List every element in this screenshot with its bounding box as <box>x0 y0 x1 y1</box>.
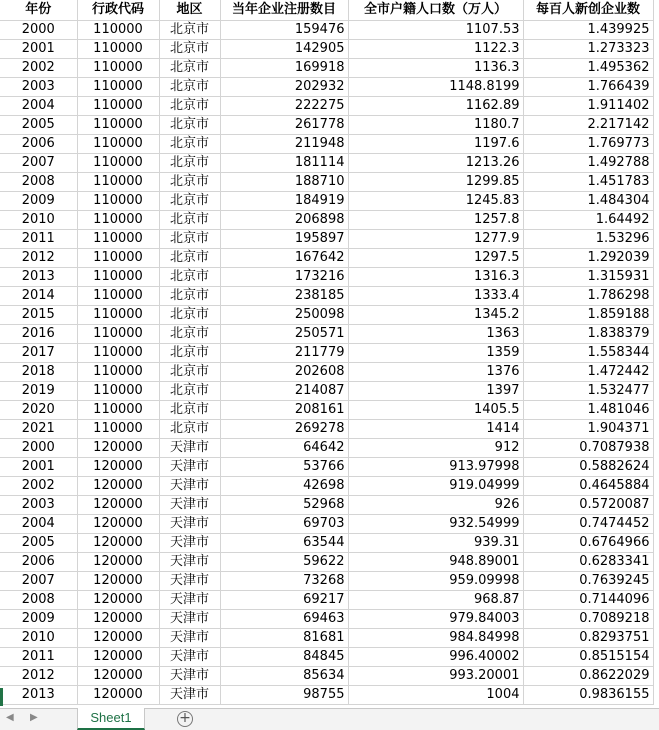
cell-region[interactable]: 北京市 <box>159 154 220 173</box>
cell-registrations[interactable]: 211948 <box>220 135 348 154</box>
cell-year[interactable]: 2000 <box>0 439 77 458</box>
cell-registrations[interactable]: 202932 <box>220 78 348 97</box>
cell-new-firms-per-100[interactable]: 1.292039 <box>523 249 653 268</box>
cell-new-firms-per-100[interactable]: 0.7144096 <box>523 591 653 610</box>
cell-new-firms-per-100[interactable]: 1.64492 <box>523 211 653 230</box>
cell-region[interactable]: 北京市 <box>159 401 220 420</box>
header-population[interactable]: 全市户籍人口数（万人） <box>348 0 523 21</box>
cell-population[interactable]: 1213.26 <box>348 154 523 173</box>
cell-year[interactable]: 2002 <box>0 59 77 78</box>
cell-admin-code[interactable]: 110000 <box>77 173 159 192</box>
cell-registrations[interactable]: 214087 <box>220 382 348 401</box>
header-admin-code[interactable]: 行政代码 <box>77 0 159 21</box>
cell-new-firms-per-100[interactable]: 0.7087938 <box>523 439 653 458</box>
table-row <box>0 686 653 705</box>
cell-region[interactable]: 天津市 <box>159 610 220 629</box>
cell-admin-code[interactable]: 110000 <box>77 211 159 230</box>
cell-year[interactable]: 2004 <box>0 97 77 116</box>
cell-registrations[interactable]: 195897 <box>220 230 348 249</box>
cell-population[interactable]: 1405.5 <box>348 401 523 420</box>
cell-admin-code[interactable]: 110000 <box>77 97 159 116</box>
cell-region[interactable]: 北京市 <box>159 287 220 306</box>
cell-admin-code[interactable]: 110000 <box>77 40 159 59</box>
cell-admin-code[interactable]: 120000 <box>77 534 159 553</box>
cell-population[interactable]: 993.20001 <box>348 667 523 686</box>
cell-year[interactable]: 2018 <box>0 363 77 382</box>
cell-population[interactable]: 1162.89 <box>348 97 523 116</box>
cell-region[interactable]: 天津市 <box>159 477 220 496</box>
table-row <box>0 344 653 363</box>
cell-admin-code[interactable]: 120000 <box>77 629 159 648</box>
cell-year[interactable]: 2011 <box>0 648 77 667</box>
cell-year[interactable]: 2001 <box>0 40 77 59</box>
cell-year[interactable]: 2013 <box>0 268 77 287</box>
cell-registrations[interactable]: 206898 <box>220 211 348 230</box>
cell-registrations[interactable]: 81681 <box>220 629 348 648</box>
cell-new-firms-per-100[interactable]: 1.786298 <box>523 287 653 306</box>
table-row <box>0 211 653 230</box>
cell-registrations[interactable]: 222275 <box>220 97 348 116</box>
cell-admin-code[interactable]: 120000 <box>77 572 159 591</box>
cell-population[interactable]: 1257.8 <box>348 211 523 230</box>
cell-region[interactable]: 北京市 <box>159 78 220 97</box>
cell-year[interactable]: 2014 <box>0 287 77 306</box>
cell-admin-code[interactable]: 120000 <box>77 496 159 515</box>
table-row <box>0 173 653 192</box>
table-row <box>0 458 653 477</box>
cell-admin-code[interactable]: 110000 <box>77 59 159 78</box>
cell-new-firms-per-100[interactable]: 0.8515154 <box>523 648 653 667</box>
table-row <box>0 230 653 249</box>
cell-new-firms-per-100[interactable]: 1.451783 <box>523 173 653 192</box>
cell-region[interactable]: 天津市 <box>159 553 220 572</box>
cell-admin-code[interactable]: 110000 <box>77 154 159 173</box>
table-row <box>0 135 653 154</box>
cell-registrations[interactable]: 202608 <box>220 363 348 382</box>
table-row <box>0 306 653 325</box>
cell-admin-code[interactable]: 110000 <box>77 268 159 287</box>
cell-admin-code[interactable]: 120000 <box>77 610 159 629</box>
cell-admin-code[interactable]: 110000 <box>77 344 159 363</box>
cell-new-firms-per-100[interactable]: 1.315931 <box>523 268 653 287</box>
cell-population[interactable]: 1297.5 <box>348 249 523 268</box>
cell-population[interactable]: 984.84998 <box>348 629 523 648</box>
cell-registrations[interactable]: 59622 <box>220 553 348 572</box>
cell-registrations[interactable]: 238185 <box>220 287 348 306</box>
scroll-right-icon[interactable]: ▶ <box>30 712 38 723</box>
cell-population[interactable]: 1397 <box>348 382 523 401</box>
table-row <box>0 477 653 496</box>
cell-admin-code[interactable]: 120000 <box>77 515 159 534</box>
cell-year[interactable]: 2006 <box>0 553 77 572</box>
table-row <box>0 78 653 97</box>
cell-admin-code[interactable]: 120000 <box>77 667 159 686</box>
table-row <box>0 249 653 268</box>
table-row <box>0 154 653 173</box>
table-row <box>0 287 653 306</box>
cell-registrations[interactable]: 211779 <box>220 344 348 363</box>
table-row <box>0 268 653 287</box>
cell-population[interactable]: 1359 <box>348 344 523 363</box>
cell-population[interactable]: 979.84003 <box>348 610 523 629</box>
cell-region[interactable]: 北京市 <box>159 97 220 116</box>
table-row <box>0 116 653 135</box>
cell-admin-code[interactable]: 120000 <box>77 439 159 458</box>
cell-admin-code[interactable]: 110000 <box>77 382 159 401</box>
cell-year[interactable]: 2001 <box>0 458 77 477</box>
cell-new-firms-per-100[interactable]: 0.8293751 <box>523 629 653 648</box>
cell-admin-code[interactable]: 110000 <box>77 230 159 249</box>
cell-population[interactable]: 1197.6 <box>348 135 523 154</box>
cell-registrations[interactable]: 169918 <box>220 59 348 78</box>
cell-year[interactable]: 2013 <box>0 686 77 705</box>
cell-population[interactable]: 1414 <box>348 420 523 439</box>
cell-admin-code[interactable]: 110000 <box>77 192 159 211</box>
cell-region[interactable]: 北京市 <box>159 211 220 230</box>
cell-registrations[interactable]: 52968 <box>220 496 348 515</box>
sheet-tab[interactable]: Sheet1 <box>77 708 145 730</box>
cell-new-firms-per-100[interactable]: 1.769773 <box>523 135 653 154</box>
table-row <box>0 192 653 211</box>
cell-region[interactable]: 北京市 <box>159 268 220 287</box>
table-row <box>0 629 653 648</box>
scroll-left-icon[interactable]: ◀ <box>6 712 14 723</box>
cell-admin-code[interactable]: 110000 <box>77 21 159 40</box>
cell-admin-code[interactable]: 110000 <box>77 116 159 135</box>
cell-new-firms-per-100[interactable]: 0.7474452 <box>523 515 653 534</box>
table-row <box>0 534 653 553</box>
cell-admin-code[interactable]: 120000 <box>77 686 159 705</box>
cell-admin-code[interactable]: 110000 <box>77 249 159 268</box>
cell-region[interactable]: 北京市 <box>159 306 220 325</box>
cell-year[interactable]: 2012 <box>0 667 77 686</box>
cell-year[interactable]: 2000 <box>0 21 77 40</box>
cell-population[interactable]: 919.04999 <box>348 477 523 496</box>
cell-registrations[interactable]: 261778 <box>220 116 348 135</box>
cell-region[interactable]: 北京市 <box>159 40 220 59</box>
cell-new-firms-per-100[interactable]: 1.558344 <box>523 344 653 363</box>
table-row <box>0 515 653 534</box>
cell-region[interactable]: 北京市 <box>159 382 220 401</box>
cell-population[interactable]: 996.40002 <box>348 648 523 667</box>
cell-new-firms-per-100[interactable]: 0.5882624 <box>523 458 653 477</box>
cell-registrations[interactable]: 84845 <box>220 648 348 667</box>
table-row <box>0 97 653 116</box>
cell-new-firms-per-100[interactable]: 1.532477 <box>523 382 653 401</box>
cell-region[interactable]: 北京市 <box>159 363 220 382</box>
table-row <box>0 325 653 344</box>
cell-registrations[interactable]: 167642 <box>220 249 348 268</box>
cell-region[interactable]: 北京市 <box>159 192 220 211</box>
header-region[interactable]: 地区 <box>159 0 220 21</box>
cell-population[interactable]: 959.09998 <box>348 572 523 591</box>
cell-admin-code[interactable]: 110000 <box>77 401 159 420</box>
cell-population[interactable]: 932.54999 <box>348 515 523 534</box>
cell-population[interactable]: 1299.85 <box>348 173 523 192</box>
cell-admin-code[interactable]: 110000 <box>77 78 159 97</box>
cell-year[interactable]: 2003 <box>0 78 77 97</box>
table-row <box>0 401 653 420</box>
header-year[interactable]: 年份 <box>0 0 77 21</box>
cell-admin-code[interactable]: 120000 <box>77 477 159 496</box>
cell-year[interactable]: 2010 <box>0 629 77 648</box>
sheet-tab-bar <box>0 708 659 730</box>
cell-registrations[interactable]: 208161 <box>220 401 348 420</box>
cell-population[interactable]: 1363 <box>348 325 523 344</box>
cell-year[interactable]: 2010 <box>0 211 77 230</box>
cell-admin-code[interactable]: 110000 <box>77 363 159 382</box>
cell-year[interactable]: 2020 <box>0 401 77 420</box>
table-row <box>0 591 653 610</box>
cell-population[interactable]: 1277.9 <box>348 230 523 249</box>
cell-new-firms-per-100[interactable]: 1.495362 <box>523 59 653 78</box>
cell-new-firms-per-100[interactable]: 0.9836155 <box>523 686 653 705</box>
table-row <box>0 40 653 59</box>
cell-registrations[interactable]: 69217 <box>220 591 348 610</box>
cell-registrations[interactable]: 250098 <box>220 306 348 325</box>
cell-year[interactable]: 2004 <box>0 515 77 534</box>
table-row <box>0 21 653 40</box>
cell-admin-code[interactable]: 110000 <box>77 420 159 439</box>
cell-new-firms-per-100[interactable]: 1.273323 <box>523 40 653 59</box>
cell-new-firms-per-100[interactable]: 1.472442 <box>523 363 653 382</box>
table-row <box>0 667 653 686</box>
cell-year[interactable]: 2008 <box>0 173 77 192</box>
cell-population[interactable]: 1245.83 <box>348 192 523 211</box>
cell-new-firms-per-100[interactable]: 0.8622029 <box>523 667 653 686</box>
cell-region[interactable]: 北京市 <box>159 21 220 40</box>
cell-region[interactable]: 天津市 <box>159 515 220 534</box>
cell-new-firms-per-100[interactable]: 1.439925 <box>523 21 653 40</box>
cell-registrations[interactable]: 188710 <box>220 173 348 192</box>
cell-year[interactable]: 2009 <box>0 192 77 211</box>
table-row <box>0 363 653 382</box>
cell-new-firms-per-100[interactable]: 0.6283341 <box>523 553 653 572</box>
cell-new-firms-per-100[interactable]: 1.904371 <box>523 420 653 439</box>
table-row <box>0 553 653 572</box>
table-row <box>0 648 653 667</box>
cell-population[interactable]: 1107.53 <box>348 21 523 40</box>
table-row <box>0 439 653 458</box>
cell-region[interactable]: 天津市 <box>159 667 220 686</box>
cell-region[interactable]: 北京市 <box>159 249 220 268</box>
cell-registrations[interactable]: 181114 <box>220 154 348 173</box>
cell-year[interactable]: 2007 <box>0 572 77 591</box>
cell-region[interactable]: 天津市 <box>159 534 220 553</box>
cell-year[interactable]: 2007 <box>0 154 77 173</box>
cell-new-firms-per-100[interactable]: 1.766439 <box>523 78 653 97</box>
active-cell-marker <box>0 688 3 706</box>
cell-region[interactable]: 天津市 <box>159 591 220 610</box>
cell-region[interactable]: 天津市 <box>159 439 220 458</box>
cell-region[interactable]: 北京市 <box>159 420 220 439</box>
cell-new-firms-per-100[interactable]: 0.7639245 <box>523 572 653 591</box>
cell-new-firms-per-100[interactable]: 0.6764966 <box>523 534 653 553</box>
table-row <box>0 496 653 515</box>
cell-year[interactable]: 2021 <box>0 420 77 439</box>
cell-admin-code[interactable]: 120000 <box>77 648 159 667</box>
add-sheet-icon[interactable]: + <box>177 711 193 727</box>
cell-year[interactable]: 2019 <box>0 382 77 401</box>
cell-region[interactable]: 北京市 <box>159 116 220 135</box>
table-row <box>0 420 653 439</box>
table-row <box>0 59 653 78</box>
cell-region[interactable]: 天津市 <box>159 686 220 705</box>
cell-admin-code[interactable]: 110000 <box>77 135 159 154</box>
cell-region[interactable]: 天津市 <box>159 458 220 477</box>
cell-population[interactable]: 913.97998 <box>348 458 523 477</box>
cell-registrations[interactable]: 53766 <box>220 458 348 477</box>
cell-registrations[interactable]: 73268 <box>220 572 348 591</box>
cell-registrations[interactable]: 42698 <box>220 477 348 496</box>
cell-registrations[interactable]: 269278 <box>220 420 348 439</box>
cell-new-firms-per-100[interactable]: 0.5720087 <box>523 496 653 515</box>
cell-population[interactable]: 912 <box>348 439 523 458</box>
cell-year[interactable]: 2017 <box>0 344 77 363</box>
cell-registrations[interactable]: 63544 <box>220 534 348 553</box>
cell-region[interactable]: 北京市 <box>159 173 220 192</box>
cell-registrations[interactable]: 142905 <box>220 40 348 59</box>
cell-year[interactable]: 2011 <box>0 230 77 249</box>
cell-admin-code[interactable]: 120000 <box>77 591 159 610</box>
cell-year[interactable]: 2015 <box>0 306 77 325</box>
cell-registrations[interactable]: 98755 <box>220 686 348 705</box>
header-registrations[interactable]: 当年企业注册数目 <box>220 0 348 21</box>
cell-registrations[interactable]: 173216 <box>220 268 348 287</box>
cell-year[interactable]: 2009 <box>0 610 77 629</box>
table-row <box>0 572 653 591</box>
cell-region[interactable]: 天津市 <box>159 648 220 667</box>
table-row <box>0 610 653 629</box>
cell-admin-code[interactable]: 110000 <box>77 325 159 344</box>
cell-region[interactable]: 天津市 <box>159 496 220 515</box>
cell-region[interactable]: 北京市 <box>159 344 220 363</box>
header-row <box>0 0 653 21</box>
cell-registrations[interactable]: 69463 <box>220 610 348 629</box>
cell-new-firms-per-100[interactable]: 1.481046 <box>523 401 653 420</box>
cell-year[interactable]: 2008 <box>0 591 77 610</box>
cell-new-firms-per-100[interactable]: 0.4645884 <box>523 477 653 496</box>
cell-population[interactable]: 948.89001 <box>348 553 523 572</box>
cell-admin-code[interactable]: 120000 <box>77 458 159 477</box>
cell-population[interactable]: 1148.8199 <box>348 78 523 97</box>
cell-region[interactable]: 北京市 <box>159 325 220 344</box>
cell-year[interactable]: 2016 <box>0 325 77 344</box>
cell-new-firms-per-100[interactable]: 0.7089218 <box>523 610 653 629</box>
cell-new-firms-per-100[interactable]: 1.492788 <box>523 154 653 173</box>
cell-year[interactable]: 2002 <box>0 477 77 496</box>
cell-region[interactable]: 天津市 <box>159 629 220 648</box>
cell-year[interactable]: 2005 <box>0 116 77 135</box>
cell-year[interactable]: 2012 <box>0 249 77 268</box>
cell-population[interactable]: 1345.2 <box>348 306 523 325</box>
cell-new-firms-per-100[interactable]: 1.53296 <box>523 230 653 249</box>
cell-region[interactable]: 北京市 <box>159 59 220 78</box>
cell-admin-code[interactable]: 120000 <box>77 553 159 572</box>
cell-population[interactable]: 926 <box>348 496 523 515</box>
cell-new-firms-per-100[interactable]: 1.838379 <box>523 325 653 344</box>
cell-new-firms-per-100[interactable]: 1.484304 <box>523 192 653 211</box>
cell-new-firms-per-100[interactable]: 1.859188 <box>523 306 653 325</box>
cell-region[interactable]: 北京市 <box>159 230 220 249</box>
cell-year[interactable]: 2003 <box>0 496 77 515</box>
cell-population[interactable]: 939.31 <box>348 534 523 553</box>
cell-year[interactable]: 2006 <box>0 135 77 154</box>
cell-population[interactable]: 1333.4 <box>348 287 523 306</box>
cell-admin-code[interactable]: 110000 <box>77 306 159 325</box>
cell-population[interactable]: 1376 <box>348 363 523 382</box>
cell-admin-code[interactable]: 110000 <box>77 287 159 306</box>
cell-registrations[interactable]: 85634 <box>220 667 348 686</box>
cell-population[interactable]: 1122.3 <box>348 40 523 59</box>
cell-region[interactable]: 天津市 <box>159 572 220 591</box>
cell-registrations[interactable]: 184919 <box>220 192 348 211</box>
cell-year[interactable]: 2005 <box>0 534 77 553</box>
cell-population[interactable]: 1316.3 <box>348 268 523 287</box>
cell-new-firms-per-100[interactable]: 1.911402 <box>523 97 653 116</box>
header-new-firms-per-100[interactable]: 每百人新创企业数 <box>523 0 653 21</box>
cell-population[interactable]: 968.87 <box>348 591 523 610</box>
cell-population[interactable]: 1004 <box>348 686 523 705</box>
cell-new-firms-per-100[interactable]: 2.217142 <box>523 116 653 135</box>
cell-population[interactable]: 1136.3 <box>348 59 523 78</box>
cell-registrations[interactable]: 69703 <box>220 515 348 534</box>
cell-registrations[interactable]: 64642 <box>220 439 348 458</box>
cell-registrations[interactable]: 250571 <box>220 325 348 344</box>
cell-registrations[interactable]: 159476 <box>220 21 348 40</box>
table-row <box>0 382 653 401</box>
cell-population[interactable]: 1180.7 <box>348 116 523 135</box>
cell-region[interactable]: 北京市 <box>159 135 220 154</box>
